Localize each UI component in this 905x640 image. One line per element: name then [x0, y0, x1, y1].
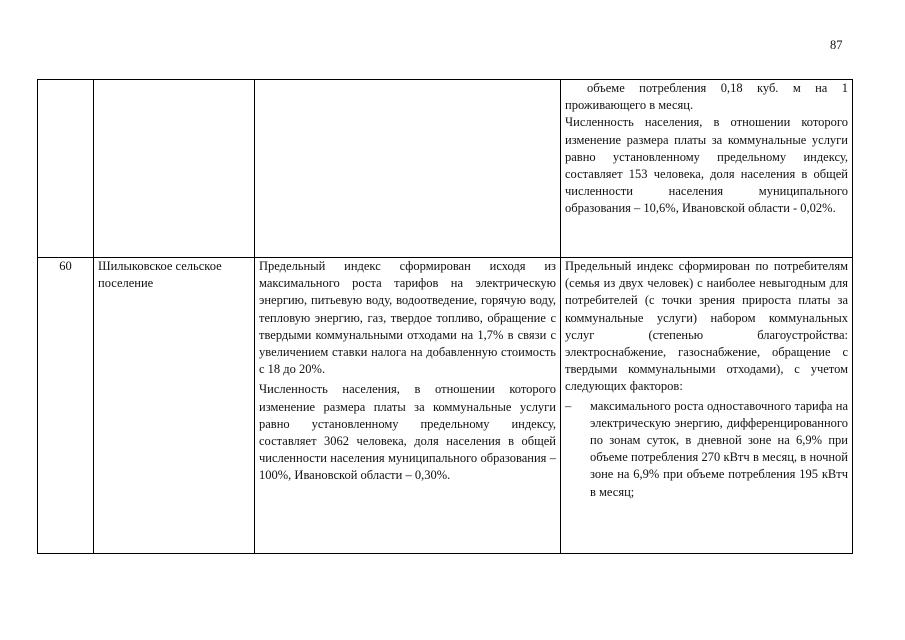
factor-list: [565, 398, 848, 501]
row-number-cell: 60: [38, 258, 94, 554]
paragraph: объеме потребления 0,18 куб. м на 1 проживающего в месяц.: [565, 81, 848, 113]
municipality-name-cell: [94, 80, 255, 258]
paragraph: Численность населения, в отношении которого изменение размера платы за коммунальные услуги равно установленному предельному индексу, составляет 153 человека, доля населения в общей численности населения муниципального образования – 10,6%, Ивановской области - 0,02%.: [565, 115, 848, 216]
row-number-cell: [38, 80, 94, 258]
index-consumer-cell: [561, 80, 853, 258]
page-number: 87: [830, 38, 843, 52]
paragraph: Предельный индекс сформирован по потребителям (семья из двух человек) с наиболее невыгодным для потребителей (с точки зрения прироста платы за коммунальные услуги) набором коммунальных услуг (степенью благоустройства: электроснабжение, газоснабжение, обращение с твердыми коммунальными отходами), с учетом следующих факторов:: [565, 259, 848, 394]
index-basis-cell: [255, 80, 561, 258]
index-basis-cell: [255, 258, 561, 554]
data-table: [37, 79, 853, 554]
municipality-name-cell: Шилыковское сельское поселение: [94, 258, 255, 554]
paragraph: Предельный индекс сформирован исходя из максимального роста тарифов на электрическую энергию, питьевую воду, водоотведение, горячую воду, тепловую энергию, газ, твердое топливо, обращение с твердыми коммунальными отходами на 1,7% в связи с увеличением ставки налога на добавленную стоимость с 18 до 20%.: [259, 259, 556, 377]
paragraph: Численность населения, в отношении которого изменение размера платы за коммунальные услуги равно установленному предельному индексу, составляет 3062 человека, доля населения в общей численности населения муниципального образования – 100%, Ивановской области – 0,30%.: [259, 382, 556, 483]
index-consumer-cell: [561, 258, 853, 554]
dash-bullet: –: [565, 398, 572, 413]
table-row: [38, 258, 853, 554]
table-row: [38, 80, 853, 258]
list-item-text: максимального роста одноставочного тарифа на электрическую энергию, дифференцированного по зонам суток, в дневной зоне на 6,9% при объеме потребления 270 кВтч в месяц, в ночной зоне на 6,9% при объеме потребления 195 кВтч в месяц;: [590, 398, 848, 499]
list-item: [565, 398, 848, 501]
